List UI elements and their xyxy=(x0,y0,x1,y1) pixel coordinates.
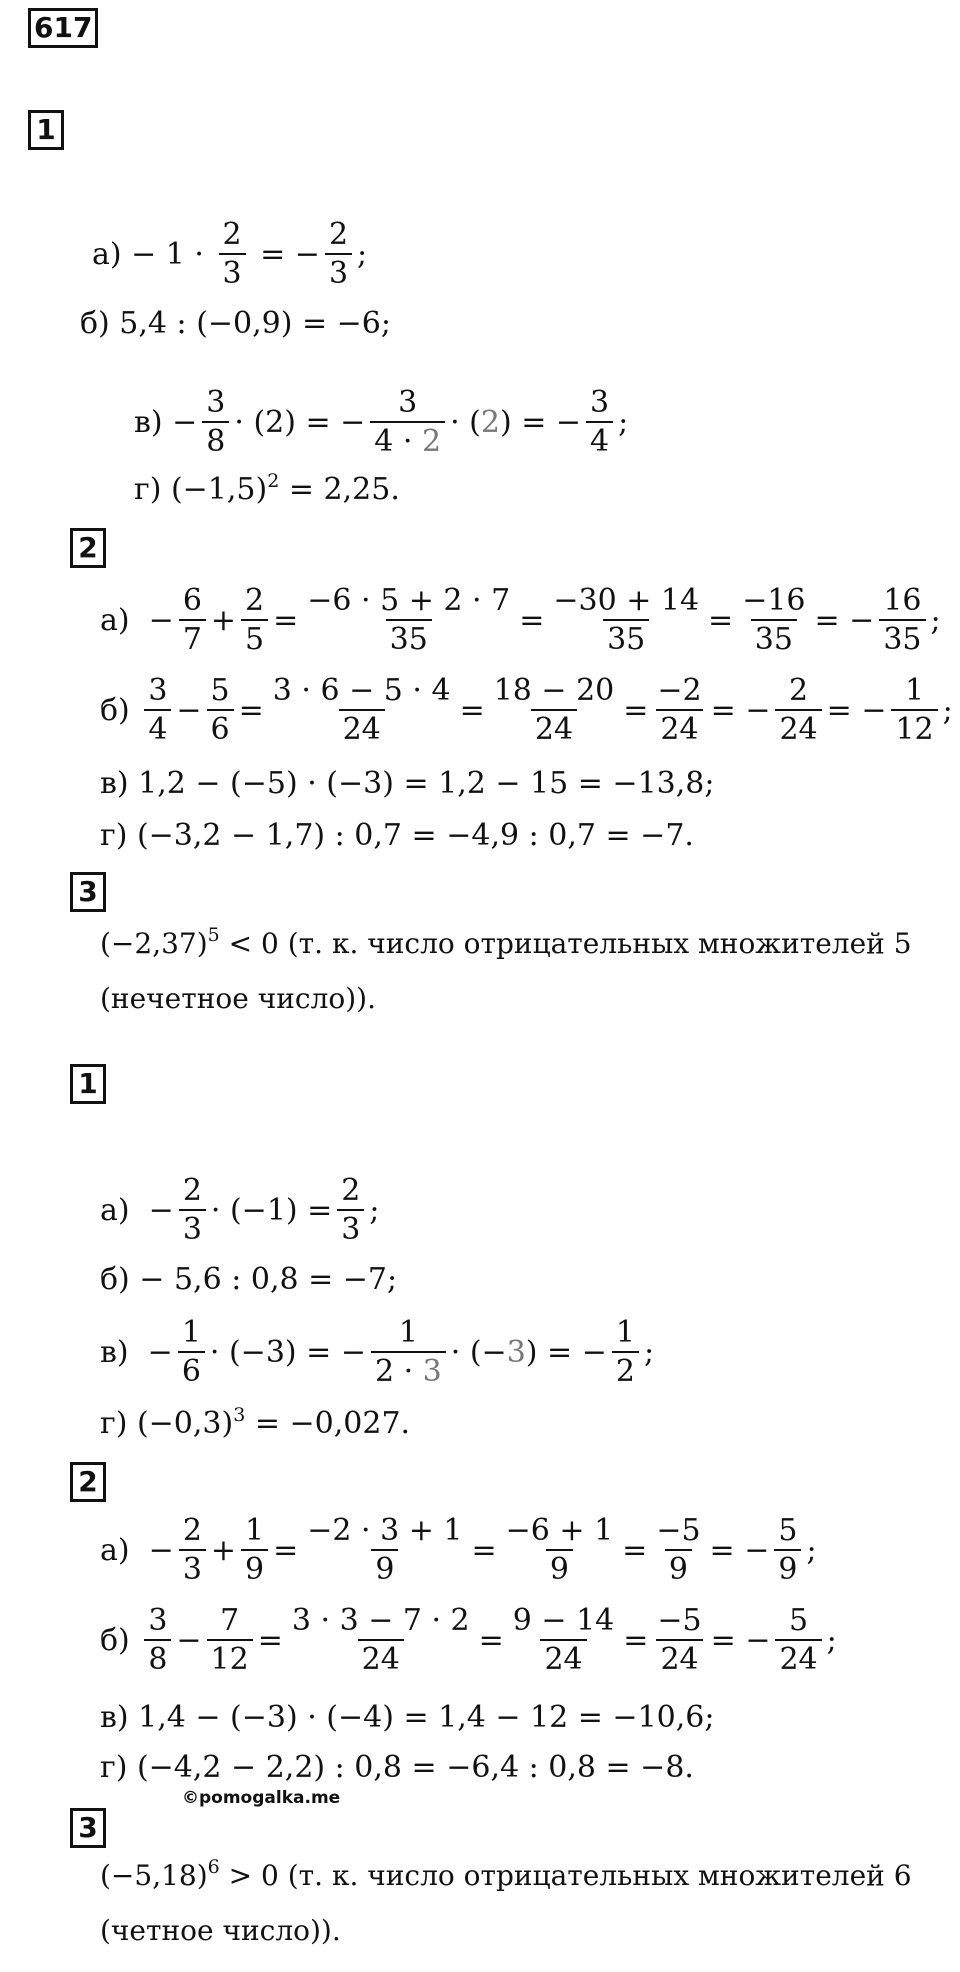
fraction: $\frac{3}{4 \cdot 2}$ xyxy=(370,386,445,458)
watermark: ©pomogalka.me xyxy=(182,1788,341,1808)
s1-item-b: б) 5,4 : (−0,9) = −6; xyxy=(80,306,391,341)
s1-item-a: а) − 1 · $\frac{2}{3}$ = − $\frac{2}{3}$ ; xyxy=(92,217,368,291)
part-2-badge: 2 xyxy=(70,528,106,568)
s2-item-a2: а) − $\frac{2}{3}$ + $\frac{1}{9}$ = $\frac{-2 \cdot 3 + 1}{9}$ = $\frac{-6 + 1}{9}$ = $\frac{-5}{9}$ = − $\frac{5}{9}$ ; xyxy=(100,1513,817,1587)
part-2-badge-2: 2 xyxy=(70,1462,106,1502)
s2-item-b2: б) $\frac{3}{8}$ − $\frac{7}{12}$ = $\frac{3 \cdot 3 - 7 \cdot 2}{24}$ = $\frac{9 - 14}{24}$ = $\frac{-5}{24}$ = − $\frac{5}{24}$ ; xyxy=(100,1603,837,1677)
s1-part3-text: $(-2,37)^5 < 0$ (т. к. число отрицательных множителей 5 (нечетное число)). xyxy=(100,924,912,1015)
fraction: $\frac{2}{3}$ xyxy=(325,218,352,290)
fraction: $\frac{3}{8}$ xyxy=(202,386,229,458)
part-3-badge-2: 3 xyxy=(70,1808,106,1848)
s2-item-g2: г) (−4,2 − 2,2) : 0,8 = −6,4 : 0,8 = −8. xyxy=(100,1750,694,1785)
s1-item-v2: в) 1,2 − (−5) · (−3) = 1,2 − 15 = −13,8; xyxy=(100,766,715,801)
s1-item-v: в) − $\frac{3}{8}$ · (2) = − $\frac{3}{4 \cdot 2}$ · ( 2 ) = − $\frac{3}{4}$ ; xyxy=(134,385,629,459)
s2-part3-text: $(-5,18)^6 > 0$ (т. к. число отрицательных множителей 6 (четное число)). xyxy=(100,1856,912,1947)
part-3-badge: 3 xyxy=(70,872,106,912)
s2-item-g: г) $(-0,3)^3 = -0,027$. xyxy=(100,1404,411,1441)
s2-item-v2: в) 1,4 − (−3) · (−4) = 1,4 − 12 = −10,6; xyxy=(100,1700,715,1735)
fraction: $\frac{2}{3}$ xyxy=(219,218,246,290)
part-1-badge-2: 1 xyxy=(70,1064,106,1104)
task-number: 617 xyxy=(28,8,98,48)
s2-item-v: в) − $\frac{1}{6}$ · (−3) = − $\frac{1}{2 \cdot 3}$ · (− 3 ) = − $\frac{1}{2}$ ; xyxy=(100,1315,655,1389)
s1-item-g: г) $(-1,5)^2 = 2,25$. xyxy=(134,470,400,507)
fraction: $\frac{3}{4}$ xyxy=(586,386,613,458)
s1-item-a2: а) − $\frac{6}{7}$ + $\frac{2}{5}$ = $\frac{-6 \cdot 5 + 2 \cdot 7}{35}$ = $\frac{-30 + 14}{35}$ = $\frac{-16}{35}$ = − $\frac{16}{35}$ ; xyxy=(100,583,941,657)
s2-item-b: б) − 5,6 : 0,8 = −7; xyxy=(100,1262,398,1297)
s1-item-g2: г) (−3,2 − 1,7) : 0,7 = −4,9 : 0,7 = −7. xyxy=(100,818,694,853)
s1-item-b2: б) $\frac{3}{4}$ − $\frac{5}{6}$ = $\frac{3 \cdot 6 - 5 \cdot 4}{24}$ = $\frac{18 - 20}{24}$ = $\frac{-2}{24}$ = − $\frac{2}{24}$ = − $\frac{1}{12}$ ; xyxy=(100,673,953,747)
part-1-badge: 1 xyxy=(28,110,64,150)
s2-item-a: а) − $\frac{2}{3}$ · (−1) = $\frac{2}{3}$ ; xyxy=(100,1173,380,1247)
